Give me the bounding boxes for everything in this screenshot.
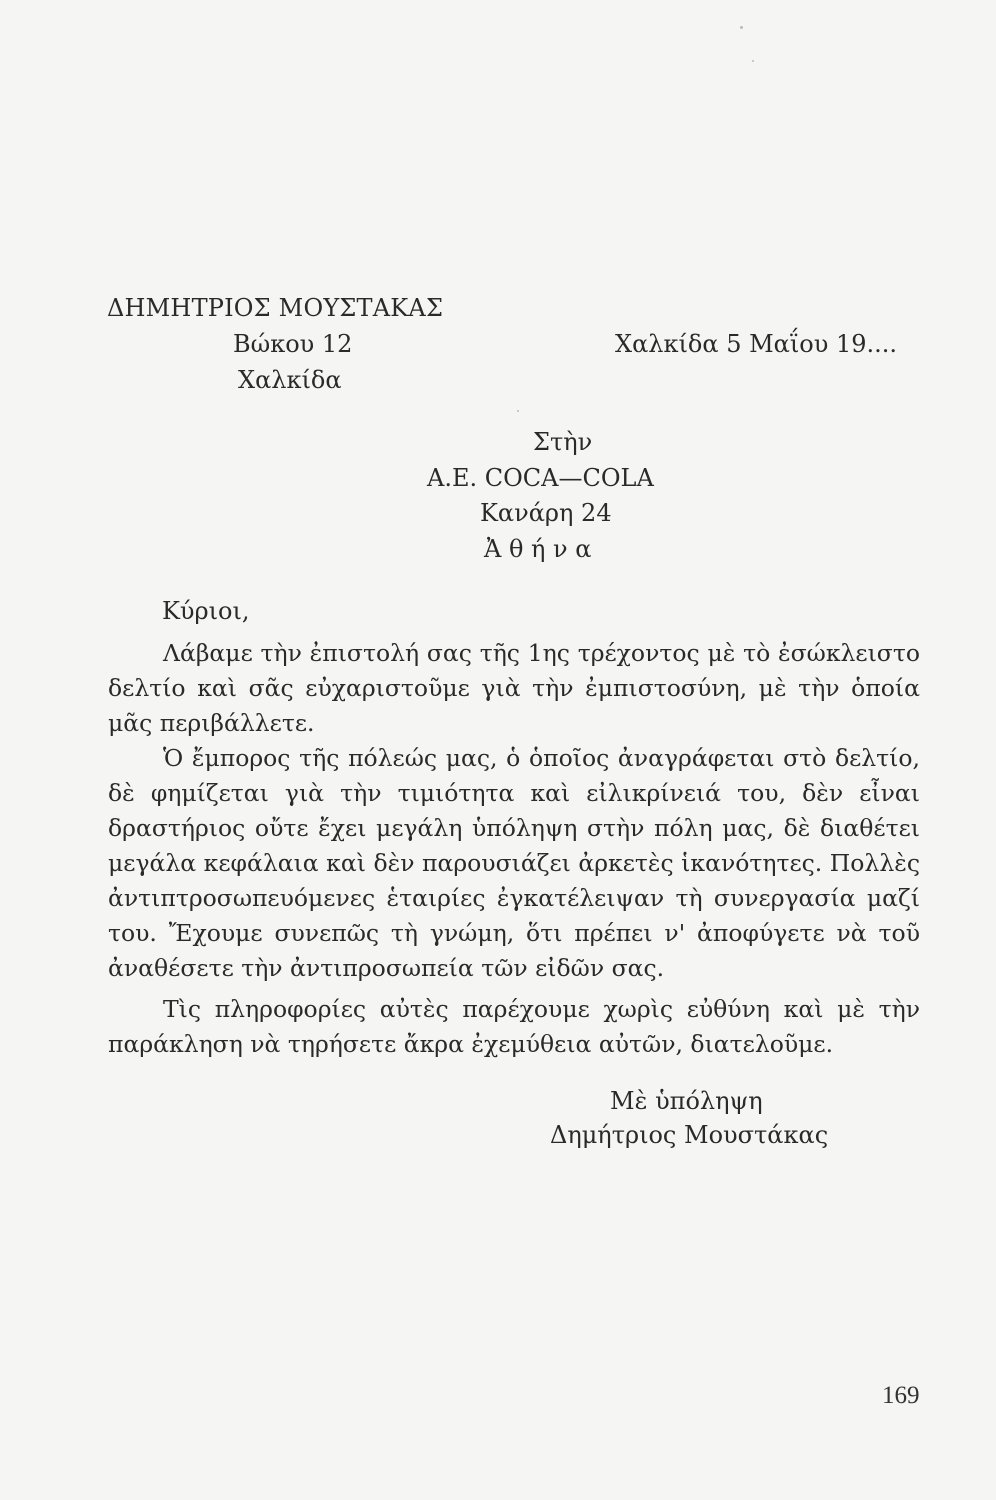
sender-name: ΔΗΜΗΤΡΙΟΣ ΜΟΥΣΤΑΚΑΣ (107, 294, 444, 322)
paragraph-2: Ὁ ἔμπορος τῆς πόλεώς μας, ὁ ὁποῖος ἀναγράφεται στὸ δελτίο, δὲ φημίζεται γιὰ τὴν τιμιότητα καὶ εἰλικρίνειά του, δὲν εἶναι δραστήριος οὔτε ἔχει μεγάλη ὑπόληψη στὴν πόλη μας, δὲ διαθέτει μεγάλα κεφάλαια καὶ δὲν παρουσιάζει ἀρκετὲς ἱκανότητες. Πολλὲς ἀντιπτροσωπευόμενες ἑταιρίες ἐγκατέλειψαν τὴ συνεργασία μαζί του. Ἔχουμε συνεπῶς τὴ γνώμη, ὅτι πρέπει ν' ἀποφύγετε νὰ τοῦ ἀναθέσετε τὴν ἀντιπροσωπεία τῶν εἰδῶν σας. (108, 744, 920, 982)
sender-city: Χαλκίδα (238, 366, 342, 394)
paragraph-3: Τὶς πληροφορίες αὐτὲς παρέχουμε χωρὶς εὐθύνη καὶ μὲ τὴν παράκληση νὰ τηρήσετε ἄκρα ἐχεμύθεια αὐτῶν, διατελοῦμε. (108, 995, 920, 1058)
letter-body (108, 636, 920, 1062)
recipient-city: Ἀ θ ή ν α (484, 535, 592, 563)
closing-phrase: Μὲ ὑπόληψη (610, 1087, 763, 1115)
scan-speck (740, 26, 743, 29)
recipient-to: Στὴν (533, 428, 593, 456)
sender-street: Βώκου 12 (233, 330, 353, 358)
page-number: 169 (882, 1382, 920, 1409)
signature: Δημήτριος Μουστάκας (550, 1121, 829, 1149)
recipient-street: Κανάρη 24 (480, 499, 612, 527)
scan-speck (517, 410, 519, 412)
paragraph-1: Λάβαμε τὴν ἐπιστολή σας τῆς 1ης τρέχοντος μὲ τὸ ἐσώκλειστο δελτίο καὶ σᾶς εὐχαριστοῦμε γιὰ τὴν ἐμπιστοσύνη, μὲ τὴν ὁποία μᾶς περιβάλλετε. (108, 639, 920, 737)
salutation: Κύριοι, (162, 597, 250, 625)
scan-speck (752, 60, 754, 62)
recipient-company: Α.Ε. COCA—COLA (427, 464, 654, 492)
date-line: Χαλκίδα 5 Μαΐου 19.... (615, 330, 898, 358)
